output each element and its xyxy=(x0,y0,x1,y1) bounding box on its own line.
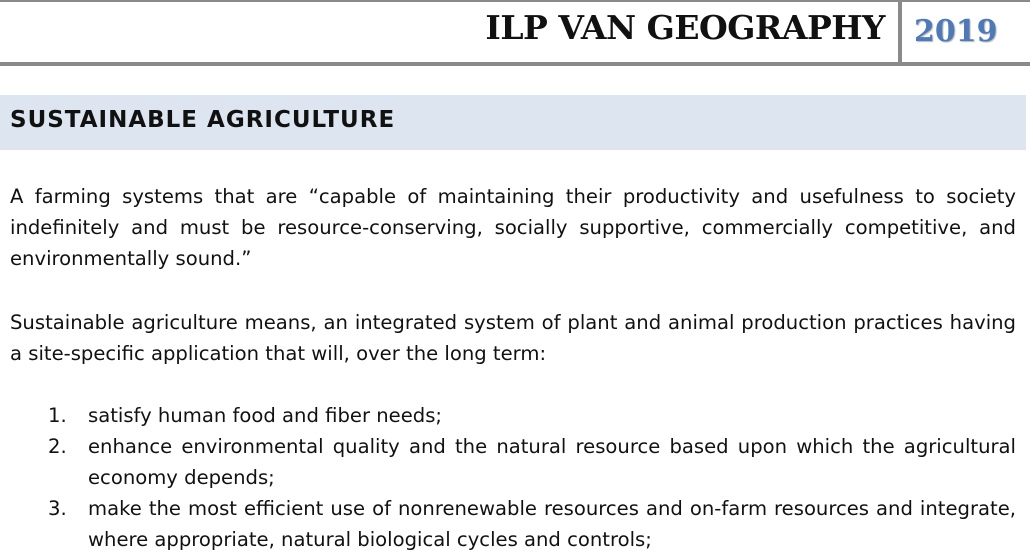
list-item-number: 1. xyxy=(48,404,67,427)
list-item-number: 3. xyxy=(48,497,67,520)
list-item-text: make the most efficient use of nonrenewable resources and on-farm resources and integrate, where appropriate, natural biological cycles and controls; xyxy=(88,497,1016,551)
page-header xyxy=(0,0,1030,66)
list-item xyxy=(48,431,1016,493)
list-item-text: enhance environmental quality and the natural resource based upon which the agricultural economy depends; xyxy=(88,435,1016,489)
header-title: ILP VAN GEOGRAPHY xyxy=(485,8,885,47)
list-item-number: 2. xyxy=(48,435,67,458)
header-year: 2019 xyxy=(914,14,998,49)
goals-list xyxy=(48,400,1016,555)
list-item xyxy=(48,400,1016,431)
section-heading-band xyxy=(0,95,1026,150)
paragraph-meaning: Sustainable agriculture means, an integrated system of plant and animal production practices having a site-specific application that will, over the long term: xyxy=(10,311,1016,365)
list-item-text: satisfy human food and fiber needs; xyxy=(88,404,443,427)
paragraph-definition: A farming systems that are “capable of maintaining their productivity and usefulness to society indefinitely and must be resource-conserving, socially supportive, commercially competitive, and environmentally sound.” xyxy=(10,185,1016,270)
list-item xyxy=(48,493,1016,555)
section-title: SUSTAINABLE AGRICULTURE xyxy=(10,107,396,133)
header-divider xyxy=(898,2,902,66)
